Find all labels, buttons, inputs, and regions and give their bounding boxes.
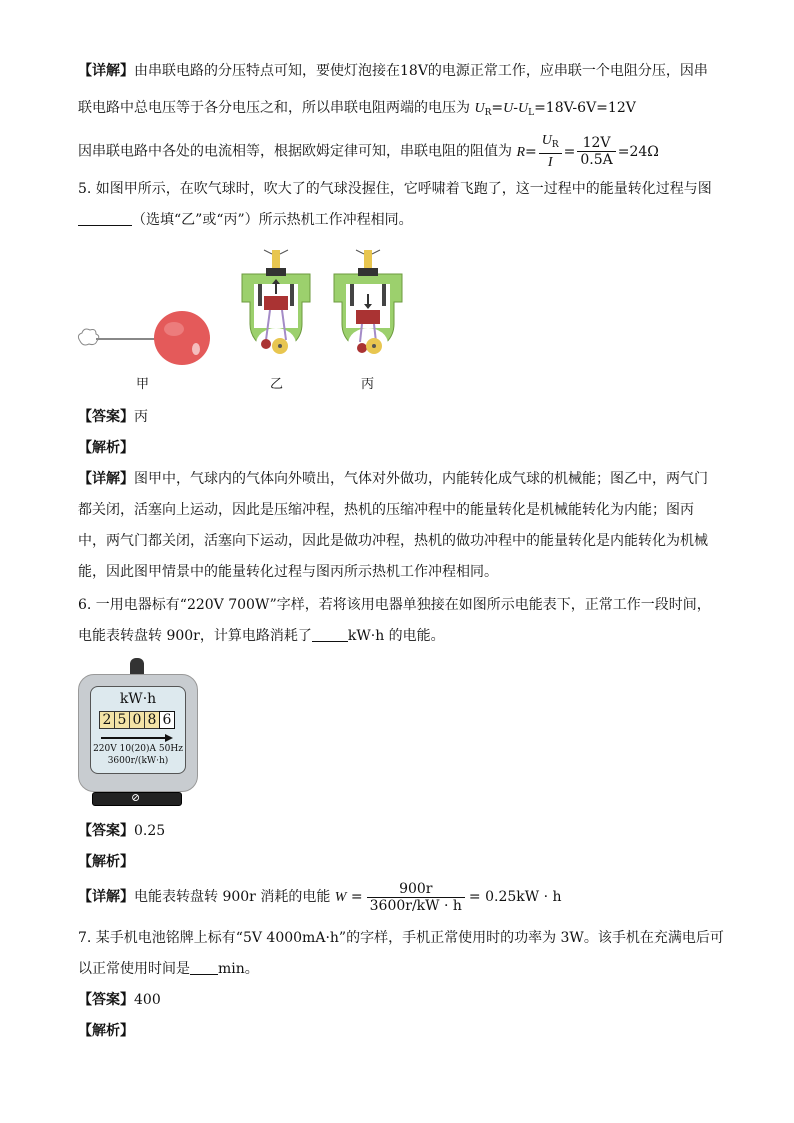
meter-base	[92, 792, 182, 806]
meter-digit: 8	[145, 712, 160, 728]
caption-yi: 乙	[270, 377, 284, 392]
q5-answer: 【答案】丙	[78, 409, 148, 425]
q4-detail-line1: 【详解】由串联电路的分压特点可知，要使灯泡接在18V的电源正常工作，应串联一个电阻分压，因串	[78, 63, 708, 79]
q7-answer-blank[interactable]	[190, 960, 218, 975]
q5-question-line1: 5. 如图甲所示，在吹气球时，吹大了的气球没握住，它呼啸着飞跑了，这一过程中的能量转化过程与图	[78, 181, 712, 197]
series-voltage-formula: $U_R=U-U_L=18V-6V=12V$	[474, 100, 636, 118]
meter-digit: 5	[115, 712, 130, 728]
q6-question-line2: 电能表转盘转 900r，计算电路消耗了 kW·h 的电能。	[78, 628, 445, 644]
q4-detail-line2: 联电路中总电压等于各分电压之和，所以串联电阻两端的电压为 $U_R=U-U_L=18V-6V=12V$	[78, 100, 636, 118]
engine-power-figure	[328, 244, 408, 372]
q5-answer-blank[interactable]	[78, 211, 132, 226]
q6-detail: 【详解】电能表转盘转 900r 消耗的电能 W = $\frac{900r}{3600r/kW \cdot h}$ = 0.25kW · h	[78, 880, 562, 914]
balloon-figure	[74, 305, 214, 375]
q6-analysis-heading: 【解析】	[78, 854, 134, 870]
q5-detail-line4: 能，因此图甲情景中的能量转化过程与图丙所示热机工作冲程相同。	[78, 564, 498, 580]
meter-spec-constant: 3600r/(kW·h)	[107, 756, 169, 766]
meter-digit-decimal: 6	[160, 712, 174, 728]
terminal-icon: ⊘	[131, 791, 141, 804]
caption-jia: 甲	[136, 377, 150, 392]
energy-meter-figure	[78, 658, 198, 808]
q6-answer-blank[interactable]	[312, 627, 348, 642]
meter-digit: 2	[100, 712, 115, 728]
q6-answer: 【答案】0.25	[78, 823, 166, 839]
meter-digit: 0	[130, 712, 145, 728]
meter-spec-rating: 220V 10(20)A 50Hz	[93, 744, 183, 754]
meter-counter	[99, 711, 175, 729]
q5-detail-line3: 中，两气门都关闭，活塞向下运动，因此是做功冲程，热机的做功冲程中的能量转化是内能转化为机械	[78, 533, 708, 549]
meter-face	[90, 686, 186, 774]
q4-detail-line3: 因串联电路中各处的电流相等，根据欧姆定律可知，串联电阻的阻值为 R= $\frac{U_R}{I}$ = $\frac{12V}{0.5A}$ =24Ω	[78, 133, 659, 170]
caption-bing: 丙	[361, 377, 375, 392]
rotation-arrow-icon	[101, 733, 175, 743]
q5-detail-line2: 都关闭，活塞向上运动，因此是压缩冲程，热机的压缩冲程中的能量转化是机械能转化为内能；图丙	[78, 502, 694, 518]
q5-detail-line1: 【详解】图甲中，气球内的气体向外喷出，气体对外做功，内能转化成气球的机械能；图乙中，两气门	[78, 471, 708, 487]
meter-unit: kW·h	[119, 691, 157, 707]
q5-analysis-heading: 【解析】	[78, 440, 134, 456]
engine-compression-figure	[236, 244, 316, 372]
q6-question-line1: 6. 一用电器标有“220V 700W”字样，若将该用电器单独接在如图所示电能表下，正常工作一段时间，	[78, 597, 711, 613]
q7-answer: 【答案】400	[78, 992, 161, 1008]
air-puff-icon	[78, 329, 98, 345]
q7-question-line2: 以正常使用时间是 min。	[78, 961, 259, 977]
q5-question-line2: （选填“乙”或“丙”）所示热机工作冲程相同。	[78, 211, 413, 229]
resistance-formula: R= $\frac{U_R}{I}$ = $\frac{12V}{0.5A}$ =24Ω	[516, 133, 659, 170]
q7-analysis-heading: 【解析】	[78, 1023, 134, 1039]
energy-formula: W = $\frac{900r}{3600r/kW \cdot h}$ = 0.25kW · h	[334, 880, 562, 914]
q7-question-line1: 7. 某手机电池铭牌上标有“5V 4000mA·h”的字样，手机正常使用时的功率为 3W。该手机在充满电后可	[78, 930, 724, 946]
